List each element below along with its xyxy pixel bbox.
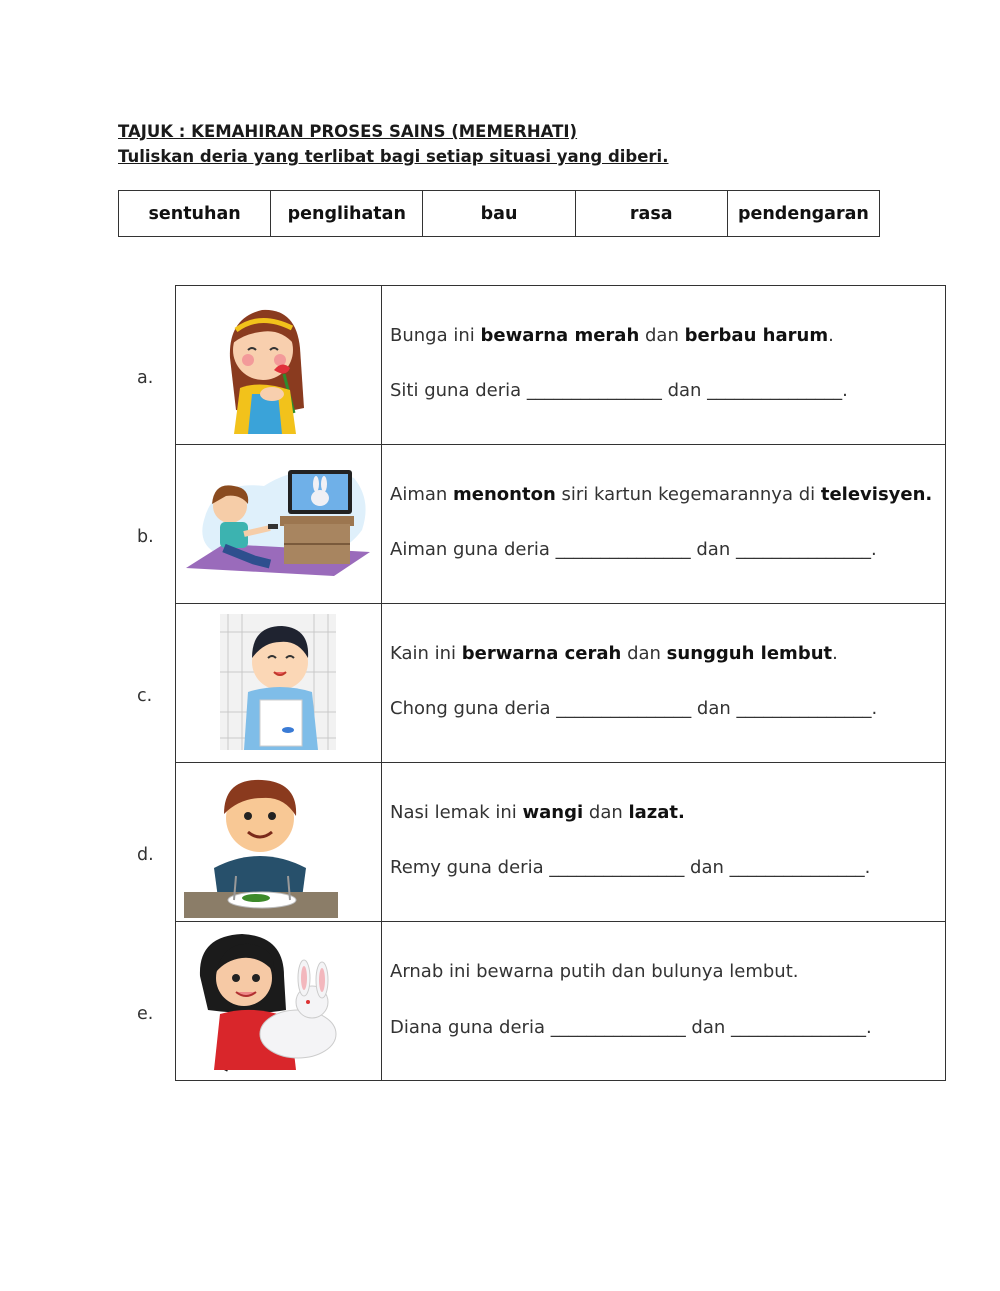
word-bank-item: rasa (576, 191, 728, 236)
question-label: b. (137, 527, 154, 547)
row-divider (175, 921, 946, 922)
question-sentence (390, 961, 799, 982)
table-divider (381, 285, 382, 1081)
question-label: c. (137, 686, 153, 706)
sentence-part: dan (621, 643, 667, 664)
sentence-part: Kain ini (390, 643, 462, 664)
worksheet-instruction: Tuliskan deria yang terlibat bagi setiap situasi yang diberi. (118, 147, 669, 166)
word-bank-item: sentuhan (119, 191, 271, 236)
answer-line[interactable]: Chong guna deria _______________ dan _______________. (390, 698, 878, 719)
sentence-part: Nasi lemak ini (390, 802, 523, 823)
sentence-keyword: sungguh lembut (666, 643, 833, 664)
answer-line[interactable]: Remy guna deria _______________ dan _______________. (390, 857, 871, 878)
sentence-part: . (832, 643, 838, 664)
worksheet-heading (118, 119, 668, 169)
sentence-keyword: menonton (453, 484, 556, 505)
answer-line[interactable]: Diana guna deria _______________ dan _______________. (390, 1017, 872, 1038)
word-bank-item: pendengaran (737, 203, 869, 224)
sentence-part: . (828, 325, 834, 346)
sentence-part: siri kartun kegemarannya di (555, 484, 821, 505)
answer-line[interactable]: Aiman guna deria _______________ dan _______________. (390, 539, 877, 560)
girl-smelling-flower-illustration (200, 298, 350, 438)
row-divider (175, 444, 946, 445)
sentence-part: dan (583, 802, 629, 823)
question-sentence (390, 643, 838, 664)
answer-line[interactable]: Siti guna deria _______________ dan _______________. (390, 380, 848, 401)
question-sentence (390, 484, 932, 505)
word-bank-item: penglihatan (271, 191, 423, 236)
girl-holding-rabbit-illustration (194, 930, 348, 1074)
sentence-part: Arnab ini bewarna putih dan bulunya lembut. (390, 961, 799, 982)
boy-watching-tv-illustration (184, 460, 374, 578)
boy-eating-nasi-lemak-illustration (184, 774, 338, 918)
sentence-part: dan (639, 325, 685, 346)
sentence-part: Bunga ini (390, 325, 481, 346)
question-label: a. (137, 368, 154, 388)
worksheet-title: TAJUK : KEMAHIRAN PROSES SAINS (MEMERHATI) (118, 122, 578, 141)
sentence-keyword: televisyen. (820, 484, 933, 505)
sentence-keyword: lazat. (628, 802, 685, 823)
row-divider (175, 762, 946, 763)
boy-holding-cloth-illustration (218, 612, 338, 752)
sentence-part: Aiman (390, 484, 454, 505)
question-label: e. (137, 1004, 154, 1024)
question-sentence (390, 802, 685, 823)
sentence-keyword: bewarna merah (480, 325, 640, 346)
word-bank-item: bau (423, 191, 575, 236)
row-divider (175, 603, 946, 604)
question-label: d. (137, 845, 154, 865)
sentence-keyword: wangi (522, 802, 584, 823)
sentence-keyword: berbau harum (684, 325, 829, 346)
question-sentence (390, 325, 834, 346)
sentence-keyword: berwarna cerah (461, 643, 622, 664)
word-bank-table (118, 190, 880, 237)
